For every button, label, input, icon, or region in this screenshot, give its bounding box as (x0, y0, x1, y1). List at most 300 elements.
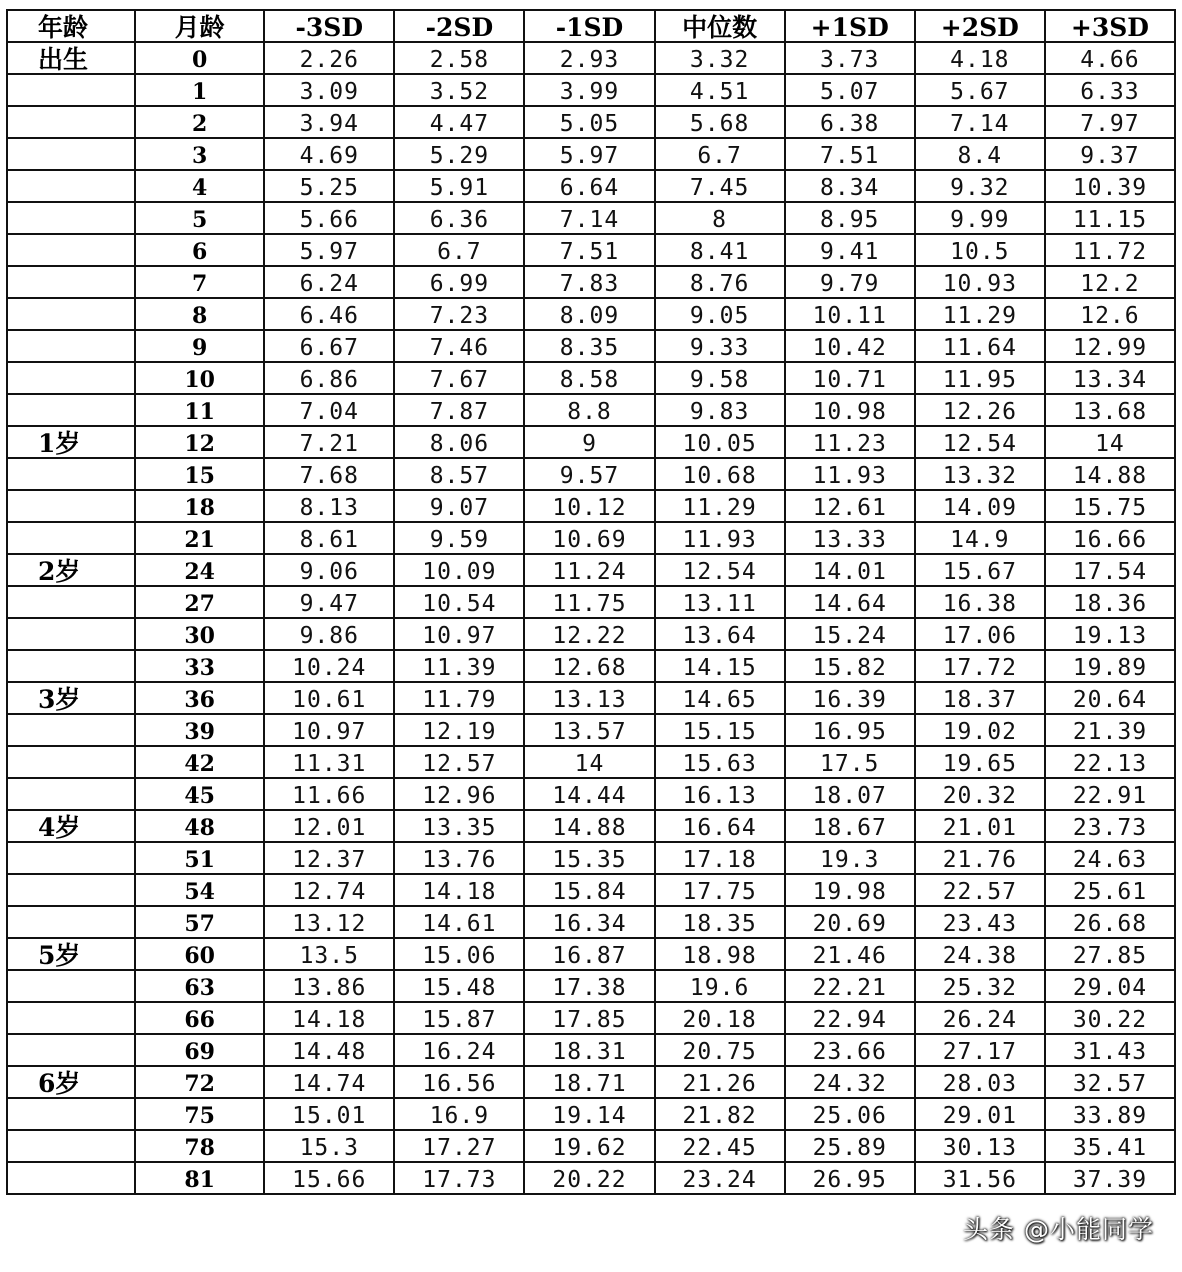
value-cell: 11.15 (1045, 202, 1175, 234)
value-cell: 9.06 (264, 554, 394, 586)
month-cell: 5 (135, 202, 264, 234)
value-cell: 10.42 (785, 330, 915, 362)
value-cell: 21.01 (915, 810, 1045, 842)
value-cell: 4.51 (655, 74, 785, 106)
value-cell: 18.07 (785, 778, 915, 810)
value-cell: 8.35 (524, 330, 654, 362)
value-cell: 5.66 (264, 202, 394, 234)
table-row (7, 842, 1175, 874)
age-cell: 3岁 (7, 682, 135, 714)
value-cell: 7.14 (915, 106, 1045, 138)
month-cell: 63 (135, 970, 264, 1002)
value-cell: 5.91 (394, 170, 524, 202)
value-cell: 6.86 (264, 362, 394, 394)
value-cell: 12.22 (524, 618, 654, 650)
value-cell: 26.24 (915, 1002, 1045, 1034)
value-cell: 9.83 (655, 394, 785, 426)
value-cell: 14.61 (394, 906, 524, 938)
value-cell: 18.31 (524, 1034, 654, 1066)
month-cell: 10 (135, 362, 264, 394)
value-cell: 3.94 (264, 106, 394, 138)
value-cell: 26.95 (785, 1162, 915, 1194)
growth-standard-table-sheet (6, 9, 1176, 1266)
value-cell: 37.39 (1045, 1162, 1175, 1194)
value-cell: 22.57 (915, 874, 1045, 906)
weight-sd-table (6, 9, 1176, 1195)
value-cell: 8.76 (655, 266, 785, 298)
value-cell: 10.61 (264, 682, 394, 714)
table-row (7, 426, 1175, 458)
age-cell (7, 458, 135, 490)
age-cell (7, 842, 135, 874)
header-minus2sd: -2SD (394, 10, 524, 42)
value-cell: 13.68 (1045, 394, 1175, 426)
value-cell: 21.76 (915, 842, 1045, 874)
table-row (7, 106, 1175, 138)
age-cell (7, 714, 135, 746)
month-cell: 18 (135, 490, 264, 522)
value-cell: 22.45 (655, 1130, 785, 1162)
value-cell: 12.74 (264, 874, 394, 906)
month-cell: 60 (135, 938, 264, 970)
value-cell: 27.17 (915, 1034, 1045, 1066)
month-cell: 78 (135, 1130, 264, 1162)
value-cell: 11.39 (394, 650, 524, 682)
value-cell: 9.86 (264, 618, 394, 650)
month-cell: 4 (135, 170, 264, 202)
value-cell: 13.57 (524, 714, 654, 746)
value-cell: 10.71 (785, 362, 915, 394)
age-cell: 出生 (7, 42, 135, 74)
value-cell: 13.32 (915, 458, 1045, 490)
value-cell: 11.23 (785, 426, 915, 458)
value-cell: 11.64 (915, 330, 1045, 362)
value-cell: 26.68 (1045, 906, 1175, 938)
value-cell: 19.65 (915, 746, 1045, 778)
month-cell: 24 (135, 554, 264, 586)
value-cell: 9.59 (394, 522, 524, 554)
value-cell: 6.99 (394, 266, 524, 298)
age-cell (7, 746, 135, 778)
value-cell: 18.35 (655, 906, 785, 938)
value-cell: 11.29 (655, 490, 785, 522)
table-row (7, 1130, 1175, 1162)
value-cell: 13.64 (655, 618, 785, 650)
value-cell: 21.26 (655, 1066, 785, 1098)
value-cell: 7.83 (524, 266, 654, 298)
value-cell: 28.03 (915, 1066, 1045, 1098)
value-cell: 16.24 (394, 1034, 524, 1066)
value-cell: 8.13 (264, 490, 394, 522)
value-cell: 7.51 (785, 138, 915, 170)
value-cell: 22.91 (1045, 778, 1175, 810)
table-row (7, 74, 1175, 106)
value-cell: 16.34 (524, 906, 654, 938)
value-cell: 25.06 (785, 1098, 915, 1130)
table-row (7, 906, 1175, 938)
value-cell: 9.05 (655, 298, 785, 330)
table-row (7, 746, 1175, 778)
month-cell: 45 (135, 778, 264, 810)
value-cell: 7.51 (524, 234, 654, 266)
value-cell: 10.54 (394, 586, 524, 618)
value-cell: 6.7 (655, 138, 785, 170)
table-row (7, 458, 1175, 490)
value-cell: 8.41 (655, 234, 785, 266)
table-row (7, 714, 1175, 746)
value-cell: 8.57 (394, 458, 524, 490)
value-cell: 7.97 (1045, 106, 1175, 138)
value-cell: 10.11 (785, 298, 915, 330)
value-cell: 24.63 (1045, 842, 1175, 874)
table-row (7, 234, 1175, 266)
month-cell: 51 (135, 842, 264, 874)
value-cell: 5.68 (655, 106, 785, 138)
age-cell (7, 586, 135, 618)
table-row (7, 586, 1175, 618)
value-cell: 15.06 (394, 938, 524, 970)
value-cell: 19.98 (785, 874, 915, 906)
value-cell: 14.88 (524, 810, 654, 842)
value-cell: 16.87 (524, 938, 654, 970)
value-cell: 25.89 (785, 1130, 915, 1162)
value-cell: 17.06 (915, 618, 1045, 650)
value-cell: 3.52 (394, 74, 524, 106)
value-cell: 19.02 (915, 714, 1045, 746)
value-cell: 10.97 (394, 618, 524, 650)
value-cell: 2.93 (524, 42, 654, 74)
value-cell: 6.64 (524, 170, 654, 202)
value-cell: 20.75 (655, 1034, 785, 1066)
value-cell: 12.96 (394, 778, 524, 810)
month-cell: 8 (135, 298, 264, 330)
value-cell: 13.76 (394, 842, 524, 874)
value-cell: 7.45 (655, 170, 785, 202)
month-cell: 3 (135, 138, 264, 170)
month-cell: 21 (135, 522, 264, 554)
value-cell: 10.09 (394, 554, 524, 586)
table-row (7, 778, 1175, 810)
table-row (7, 42, 1175, 74)
value-cell: 6.24 (264, 266, 394, 298)
value-cell: 31.43 (1045, 1034, 1175, 1066)
value-cell: 23.73 (1045, 810, 1175, 842)
value-cell: 20.64 (1045, 682, 1175, 714)
value-cell: 12.54 (915, 426, 1045, 458)
value-cell: 11.29 (915, 298, 1045, 330)
value-cell: 14.48 (264, 1034, 394, 1066)
header-minus1sd: -1SD (524, 10, 654, 42)
value-cell: 12.01 (264, 810, 394, 842)
table-row (7, 618, 1175, 650)
age-cell (7, 266, 135, 298)
value-cell: 14.64 (785, 586, 915, 618)
value-cell: 13.5 (264, 938, 394, 970)
value-cell: 19.3 (785, 842, 915, 874)
value-cell: 30.22 (1045, 1002, 1175, 1034)
value-cell: 23.24 (655, 1162, 785, 1194)
value-cell: 16.56 (394, 1066, 524, 1098)
value-cell: 13.86 (264, 970, 394, 1002)
value-cell: 9.99 (915, 202, 1045, 234)
age-cell (7, 618, 135, 650)
value-cell: 14.65 (655, 682, 785, 714)
value-cell: 7.87 (394, 394, 524, 426)
value-cell: 17.54 (1045, 554, 1175, 586)
month-cell: 39 (135, 714, 264, 746)
value-cell: 32.57 (1045, 1066, 1175, 1098)
value-cell: 20.22 (524, 1162, 654, 1194)
value-cell: 25.32 (915, 970, 1045, 1002)
watermark-text: 头条 @小能同学 (963, 1215, 1154, 1244)
value-cell: 17.85 (524, 1002, 654, 1034)
table-row (7, 138, 1175, 170)
table-row (7, 1066, 1175, 1098)
age-cell (7, 74, 135, 106)
value-cell: 15.84 (524, 874, 654, 906)
value-cell: 8.58 (524, 362, 654, 394)
age-cell (7, 970, 135, 1002)
table-row (7, 554, 1175, 586)
value-cell: 12.26 (915, 394, 1045, 426)
age-cell: 5岁 (7, 938, 135, 970)
value-cell: 30.13 (915, 1130, 1045, 1162)
value-cell: 10.05 (655, 426, 785, 458)
month-cell: 6 (135, 234, 264, 266)
age-cell (7, 906, 135, 938)
value-cell: 11.79 (394, 682, 524, 714)
value-cell: 13.12 (264, 906, 394, 938)
table-row (7, 362, 1175, 394)
value-cell: 19.6 (655, 970, 785, 1002)
table-row (7, 1002, 1175, 1034)
value-cell: 4.47 (394, 106, 524, 138)
value-cell: 8.34 (785, 170, 915, 202)
value-cell: 18.37 (915, 682, 1045, 714)
value-cell: 3.73 (785, 42, 915, 74)
value-cell: 15.67 (915, 554, 1045, 586)
value-cell: 16.39 (785, 682, 915, 714)
header-plus1sd: +1SD (785, 10, 915, 42)
value-cell: 7.21 (264, 426, 394, 458)
table-row (7, 170, 1175, 202)
header-plus2sd: +2SD (915, 10, 1045, 42)
month-cell: 66 (135, 1002, 264, 1034)
age-cell (7, 874, 135, 906)
value-cell: 3.99 (524, 74, 654, 106)
value-cell: 9.47 (264, 586, 394, 618)
value-cell: 5.97 (264, 234, 394, 266)
value-cell: 12.99 (1045, 330, 1175, 362)
table-row (7, 1034, 1175, 1066)
value-cell: 3.32 (655, 42, 785, 74)
age-cell (7, 1098, 135, 1130)
table-row (7, 330, 1175, 362)
month-cell: 15 (135, 458, 264, 490)
value-cell: 12.37 (264, 842, 394, 874)
age-cell (7, 138, 135, 170)
month-cell: 7 (135, 266, 264, 298)
value-cell: 21.82 (655, 1098, 785, 1130)
value-cell: 8.09 (524, 298, 654, 330)
value-cell: 15.63 (655, 746, 785, 778)
value-cell: 2.58 (394, 42, 524, 74)
value-cell: 10.98 (785, 394, 915, 426)
month-cell: 30 (135, 618, 264, 650)
value-cell: 5.67 (915, 74, 1045, 106)
age-cell (7, 362, 135, 394)
table-row (7, 874, 1175, 906)
value-cell: 11.93 (785, 458, 915, 490)
table-row (7, 298, 1175, 330)
table-row (7, 394, 1175, 426)
value-cell: 9.57 (524, 458, 654, 490)
value-cell: 5.97 (524, 138, 654, 170)
value-cell: 10.93 (915, 266, 1045, 298)
value-cell: 12.61 (785, 490, 915, 522)
month-cell: 69 (135, 1034, 264, 1066)
value-cell: 11.72 (1045, 234, 1175, 266)
value-cell: 19.89 (1045, 650, 1175, 682)
value-cell: 6.36 (394, 202, 524, 234)
value-cell: 10.12 (524, 490, 654, 522)
value-cell: 9.37 (1045, 138, 1175, 170)
value-cell: 33.89 (1045, 1098, 1175, 1130)
value-cell: 10.39 (1045, 170, 1175, 202)
value-cell: 18.71 (524, 1066, 654, 1098)
age-cell (7, 106, 135, 138)
table-row (7, 1098, 1175, 1130)
value-cell: 10.68 (655, 458, 785, 490)
value-cell: 10.69 (524, 522, 654, 554)
value-cell: 14.01 (785, 554, 915, 586)
age-cell: 6岁 (7, 1066, 135, 1098)
value-cell: 19.13 (1045, 618, 1175, 650)
age-cell (7, 202, 135, 234)
value-cell: 18.36 (1045, 586, 1175, 618)
value-cell: 12.54 (655, 554, 785, 586)
value-cell: 13.34 (1045, 362, 1175, 394)
value-cell: 12.2 (1045, 266, 1175, 298)
value-cell: 11.93 (655, 522, 785, 554)
age-cell (7, 234, 135, 266)
header-row (7, 10, 1175, 42)
value-cell: 15.87 (394, 1002, 524, 1034)
value-cell: 12.68 (524, 650, 654, 682)
value-cell: 23.66 (785, 1034, 915, 1066)
value-cell: 8.61 (264, 522, 394, 554)
month-cell: 2 (135, 106, 264, 138)
month-cell: 75 (135, 1098, 264, 1130)
month-cell: 12 (135, 426, 264, 458)
age-cell: 2岁 (7, 554, 135, 586)
month-cell: 48 (135, 810, 264, 842)
value-cell: 10.97 (264, 714, 394, 746)
value-cell: 15.15 (655, 714, 785, 746)
value-cell: 7.67 (394, 362, 524, 394)
value-cell: 24.32 (785, 1066, 915, 1098)
table-row (7, 490, 1175, 522)
table-row (7, 682, 1175, 714)
age-cell (7, 298, 135, 330)
age-cell (7, 490, 135, 522)
month-cell: 9 (135, 330, 264, 362)
value-cell: 9 (524, 426, 654, 458)
age-cell (7, 1162, 135, 1194)
header-month: 月龄 (135, 10, 264, 42)
value-cell: 13.33 (785, 522, 915, 554)
value-cell: 5.07 (785, 74, 915, 106)
value-cell: 9.07 (394, 490, 524, 522)
value-cell: 18.98 (655, 938, 785, 970)
value-cell: 5.25 (264, 170, 394, 202)
value-cell: 13.11 (655, 586, 785, 618)
value-cell: 35.41 (1045, 1130, 1175, 1162)
value-cell: 16.13 (655, 778, 785, 810)
value-cell: 16.64 (655, 810, 785, 842)
value-cell: 29.01 (915, 1098, 1045, 1130)
value-cell: 15.66 (264, 1162, 394, 1194)
table-row (7, 650, 1175, 682)
value-cell: 6.46 (264, 298, 394, 330)
value-cell: 17.5 (785, 746, 915, 778)
table-row (7, 522, 1175, 554)
value-cell: 14.44 (524, 778, 654, 810)
value-cell: 17.73 (394, 1162, 524, 1194)
value-cell: 4.69 (264, 138, 394, 170)
value-cell: 17.75 (655, 874, 785, 906)
value-cell: 10.5 (915, 234, 1045, 266)
value-cell: 22.13 (1045, 746, 1175, 778)
header-age: 年龄 (7, 10, 135, 42)
value-cell: 3.09 (264, 74, 394, 106)
value-cell: 14 (524, 746, 654, 778)
value-cell: 19.14 (524, 1098, 654, 1130)
age-cell (7, 1002, 135, 1034)
table-row (7, 266, 1175, 298)
header-plus3sd: +3SD (1045, 10, 1175, 42)
value-cell: 14.9 (915, 522, 1045, 554)
month-cell: 57 (135, 906, 264, 938)
value-cell: 20.32 (915, 778, 1045, 810)
value-cell: 16.9 (394, 1098, 524, 1130)
value-cell: 11.66 (264, 778, 394, 810)
value-cell: 5.05 (524, 106, 654, 138)
value-cell: 6.38 (785, 106, 915, 138)
value-cell: 16.38 (915, 586, 1045, 618)
value-cell: 11.31 (264, 746, 394, 778)
value-cell: 22.94 (785, 1002, 915, 1034)
value-cell: 23.43 (915, 906, 1045, 938)
value-cell: 15.24 (785, 618, 915, 650)
value-cell: 25.61 (1045, 874, 1175, 906)
value-cell: 31.56 (915, 1162, 1045, 1194)
age-cell (7, 778, 135, 810)
value-cell: 7.46 (394, 330, 524, 362)
value-cell: 9.41 (785, 234, 915, 266)
value-cell: 17.72 (915, 650, 1045, 682)
value-cell: 14.15 (655, 650, 785, 682)
value-cell: 2.26 (264, 42, 394, 74)
value-cell: 17.27 (394, 1130, 524, 1162)
table-row (7, 810, 1175, 842)
value-cell: 15.35 (524, 842, 654, 874)
month-cell: 36 (135, 682, 264, 714)
value-cell: 14.18 (264, 1002, 394, 1034)
value-cell: 16.66 (1045, 522, 1175, 554)
value-cell: 14.88 (1045, 458, 1175, 490)
value-cell: 14 (1045, 426, 1175, 458)
